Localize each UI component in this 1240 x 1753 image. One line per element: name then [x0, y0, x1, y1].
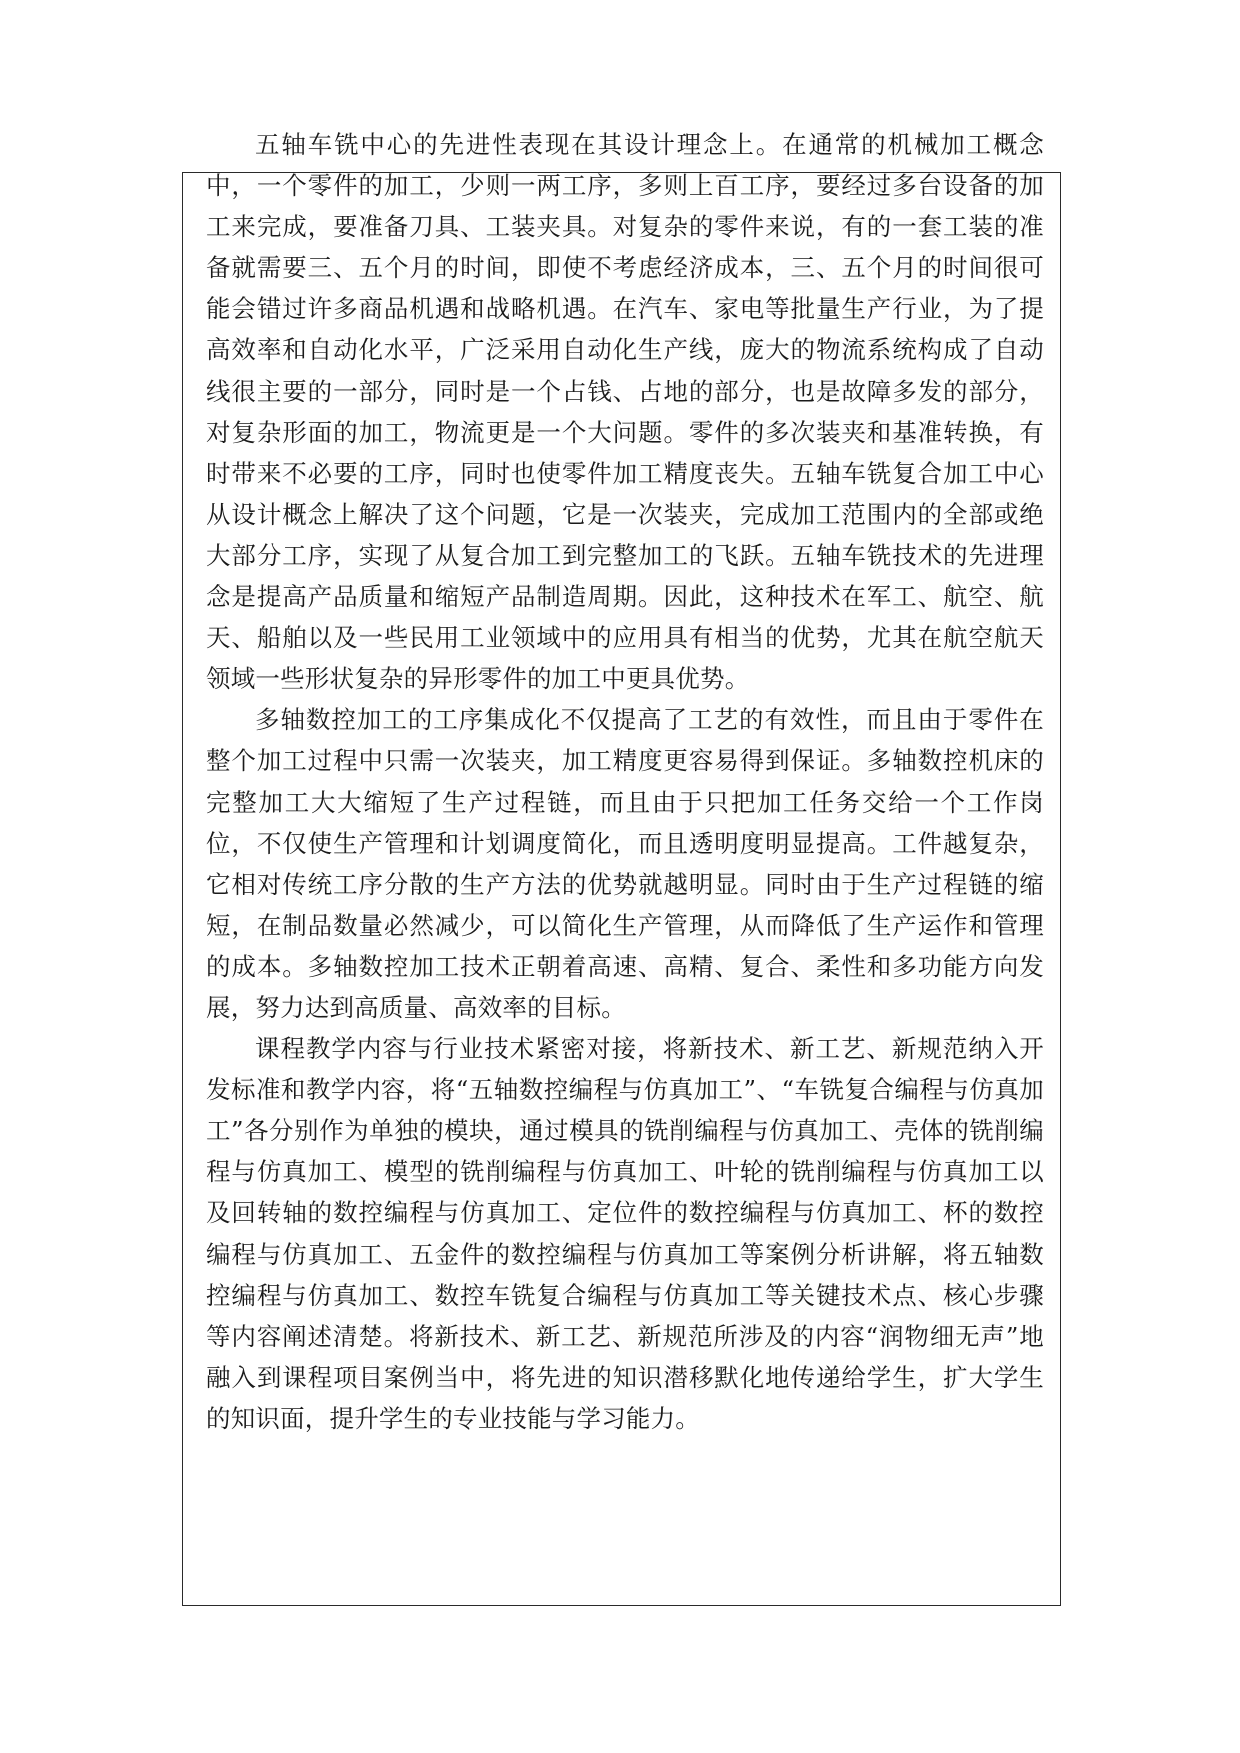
paragraph: 课程教学内容与行业技术紧密对接，将新技术、新工艺、新规范纳入开发标准和教学内容，将“五轴数控编程与仿真加工”、“车铣复合编程与仿真加工”各分别作为单独的模块，通过模具的铣削编程与仿真加工、壳体的铣削编程与仿真加工、模型的铣削编程与仿真加工、叶轮的铣削编程与仿真加工以及回转轴的数控编程与仿真加工、定位件的数控编程与仿真加工、杯的数控编程与仿真加工、五金件的数控编程与仿真加工等案例分析讲解，将五轴数控编程与仿真加工、数控车铣复合编程与仿真加工等关键技术点、核心步骤等内容阐述清楚。将新技术、新工艺、新规范所涉及的内容“润物细无声”地融入到课程项目案例当中，将先进的知识潜移默化地传递给学生，扩大学生的知识面，提升学生的专业技能与学习能力。 [206, 1034, 1044, 1433]
paragraph: 五轴车铣中心的先进性表现在其设计理念上。在通常的机械加工概念中，一个零件的加工，少则一两工序，多则上百工序，要经过多台设备的加工来完成，要准备刀具、工装夹具。对复杂的零件来说，有的一套工装的准备就需要三、五个月的时间，即使不考虑经济成本，三、五个月的时间很可能会错过许多商品机遇和战略机遇。在汽车、家电等批量生产行业，为了提高效率和自动化水平，广泛采用自动化生产线，庞大的物流系统构成了自动线很主要的一部分，同时是一个占钱、占地的部分，也是故障多发的部分，对复杂形面的加工，物流更是一个大问题。零件的多次装夹和基准转换，有时带来不必要的工序，同时也使零件加工精度丧失。五轴车铣复合加工中心从设计概念上解决了这个问题，它是一次装夹，完成加工范围内的全部或绝大部分工序，实现了从复合加工到完整加工的飞跃。五轴车铣技术的先进理念是提高产品质量和缩短产品制造周期。因此，这种技术在军工、航空、航天、船舶以及一些民用工业领域中的应用具有相当的优势，尤其在航空航天领域一些形状复杂的异形零件的加工中更具优势。 [206, 130, 1044, 694]
document-body [206, 124, 1044, 1439]
paragraph: 多轴数控加工的工序集成化不仅提高了工艺的有效性，而且由于零件在整个加工过程中只需一次装夹，加工精度更容易得到保证。多轴数控机床的完整加工大大缩短了生产过程链，而且由于只把加工任务交给一个工作岗位，不仅使生产管理和计划调度简化，而且透明度明显提高。工件越复杂，它相对传统工序分散的生产方法的优势就越明显。同时由于生产过程链的缩短，在制品数量必然减少，可以简化生产管理，从而降低了生产运作和管理的成本。多轴数控加工技术正朝着高速、高精、复合、柔性和多功能方向发展，努力达到高质量、高效率的目标。 [206, 705, 1044, 1022]
